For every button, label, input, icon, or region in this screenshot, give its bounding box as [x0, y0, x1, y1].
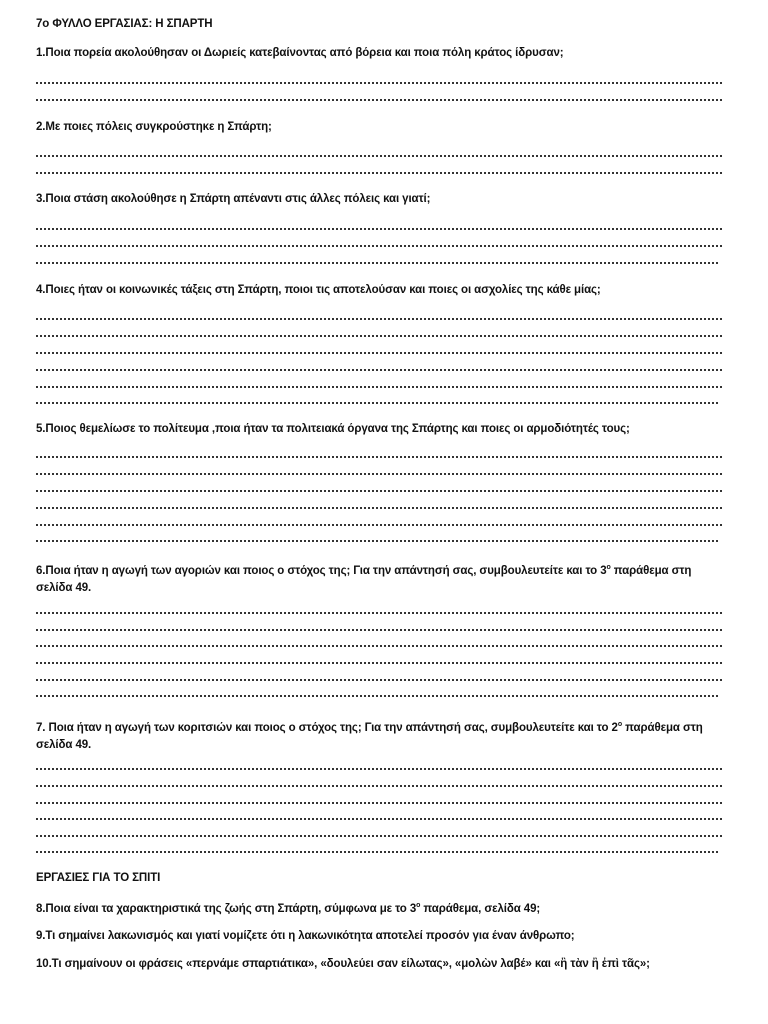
answer-line[interactable] — [36, 99, 722, 101]
answer-line[interactable] — [36, 629, 722, 631]
question-2: 2.Με ποιες πόλεις συγκρούστηκε η Σπάρτη; — [36, 121, 272, 133]
answer-line[interactable] — [36, 456, 722, 458]
answer-line[interactable] — [36, 835, 722, 837]
question-3: 3.Ποια στάση ακολούθησε η Σπάρτη απέναντι στις άλλες πόλεις και γιατί; — [36, 193, 431, 205]
answer-line[interactable] — [36, 785, 722, 787]
homework-heading: ΕΡΓΑΣΙΕΣ ΓΙΑ ΤΟ ΣΠΙΤΙ — [36, 872, 161, 884]
answer-line[interactable] — [36, 662, 722, 664]
question-6: 6.Ποια ήταν η αγωγή των αγοριών και ποιος ο στόχος της; Για την απάντησή σας, συμβουλευτείτε και το $3^o$ παράθεμα στη σελίδα 49. — [36, 564, 692, 594]
answer-line[interactable] — [36, 352, 722, 354]
question-9: 9.Τι σημαίνει λακωνισμός και γιατί νομίζετε ότι η λακωνικότητα αποτελεί προσόν για έναν άνθρωπο; — [36, 930, 575, 942]
answer-line[interactable] — [36, 645, 722, 647]
answer-line[interactable] — [36, 82, 722, 84]
answer-line[interactable] — [36, 473, 722, 475]
answer-line[interactable] — [36, 369, 722, 371]
answer-line[interactable] — [36, 245, 722, 247]
answer-line[interactable] — [36, 172, 722, 174]
question-10: 10.Τι σημαίνουν οι φράσεις «περνάμε σπαρτιάτικα», «δουλεύει σαν είλωτας», «μολὼν λαβέ» και «ἢ τὰν ἢ ἐπὶ τᾶς»; — [36, 958, 650, 970]
answer-line[interactable] — [36, 768, 722, 770]
question-7: 7. Ποια ήταν η αγωγή των κοριτσιών και ποιος ο στόχος της; Για την απάντησή σας, συμβουλευτείτε και το $2^o$ παράθεμα στη σελίδα 49. — [36, 721, 703, 751]
answer-line[interactable] — [36, 679, 722, 681]
answer-line[interactable] — [36, 540, 718, 542]
answer-line[interactable] — [36, 386, 722, 388]
answer-line[interactable] — [36, 802, 722, 804]
question-1: 1.Ποια πορεία ακολούθησαν οι Δωριείς κατεβαίνοντας από βόρεια και ποια πόλη κράτος ίδρυσαν; — [36, 47, 564, 59]
question-5: 5.Ποιος θεμελίωσε το πολίτευμα ,ποια ήταν τα πολιτειακά όργανα της Σπάρτης και ποιες οι αρμοδιότητές τους; — [36, 423, 630, 435]
worksheet-title: 7ο ΦΥΛΛΟ ΕΡΓΑΣΙΑΣ: Η ΣΠΑΡΤΗ — [36, 18, 213, 30]
answer-line[interactable] — [36, 402, 718, 404]
answer-line[interactable] — [36, 262, 718, 264]
answer-line[interactable] — [36, 818, 722, 820]
answer-line[interactable] — [36, 695, 718, 697]
question-4: 4.Ποιες ήταν οι κοινωνικές τάξεις στη Σπάρτη, ποιοι τις αποτελούσαν και ποιες οι ασχολίες της κάθε μίας; — [36, 284, 601, 296]
question-8: 8.Ποια είναι τα χαρακτηριστικά της ζωής στη Σπάρτη, σύμφωνα με το $3^o$ παράθεμα, σελίδα 49; — [36, 902, 541, 915]
answer-line[interactable] — [36, 155, 722, 157]
answer-line[interactable] — [36, 335, 722, 337]
answer-line[interactable] — [36, 318, 722, 320]
answer-line[interactable] — [36, 524, 722, 526]
answer-line[interactable] — [36, 228, 722, 230]
answer-line[interactable] — [36, 851, 718, 853]
answer-line[interactable] — [36, 490, 722, 492]
answer-line[interactable] — [36, 507, 722, 509]
answer-line[interactable] — [36, 612, 722, 614]
